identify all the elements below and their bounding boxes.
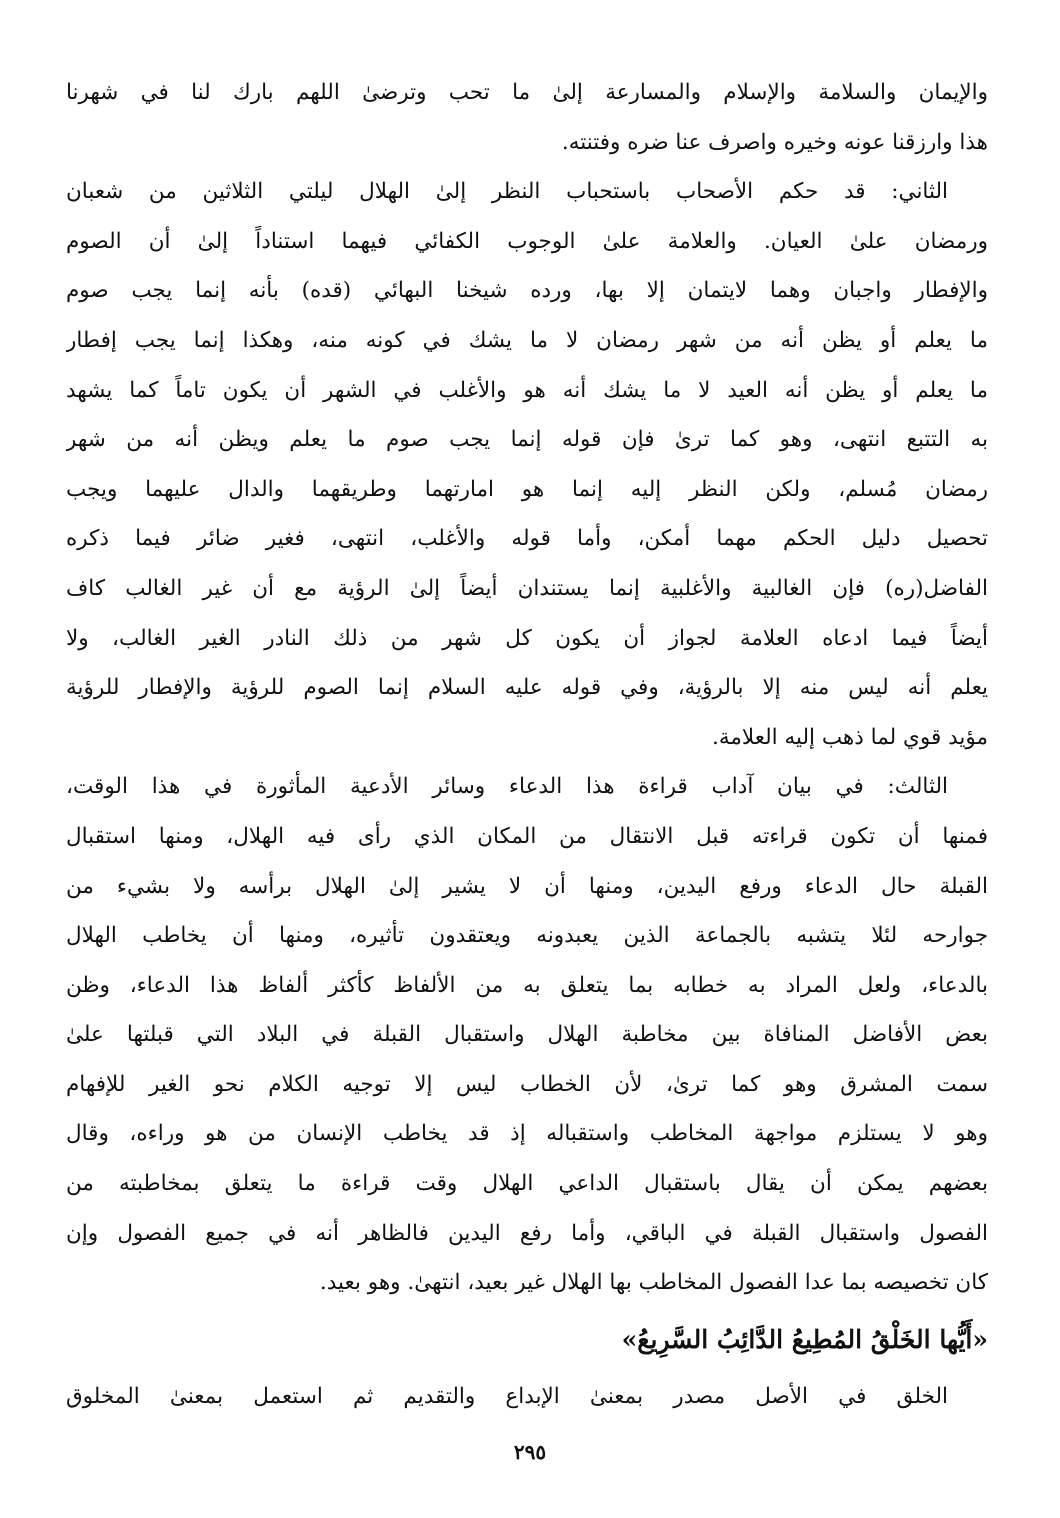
text-line: الثاني: قد حكم الأصحاب باستحباب النظر إلىٰ الهلال ليلتي الثلاثين من شعبان: [66, 179, 948, 205]
text-line: تحصيل دليل الحكم مهما أمكن، وأما قوله والأغلب، انتهى، فغير ضائر فيما ذكره: [66, 526, 988, 552]
text-line: بعض الأفاضل المنافاة بين مخاطبة الهلال واستقبال القبلة في البلاد التي قبلتها علىٰ: [66, 1022, 988, 1048]
text-line: مؤيد قوي لما ذهب إليه العلامة.: [712, 724, 988, 750]
text-line: جوارحه لئلا يتشبه بالجماعة الذين يعبدونه ويعتقدون تأثيره، ومنها أن يخاطب الهلال: [66, 923, 988, 949]
text-line: يعلم أنه ليس منه إلا بالرؤية، وفي قوله عليه السلام إنما الصوم للرؤية والإفطار للرؤية: [66, 675, 988, 701]
text-line: رمضان مُسلم، ولكن النظر إليه إنما هو امارتهما وطريقهما والدال عليهما ويجب: [66, 476, 988, 502]
text-line: هذا وارزقنا عونه وخيره واصرف عنا ضره وفتنته.: [561, 129, 988, 155]
text-line: كان تخصيصه بما عدا الفصول المخاطب بها الهلال غير بعيد، انتهىٰ. وهو بعيد.: [319, 1270, 988, 1296]
page-number: ٢٩٥: [513, 1440, 547, 1464]
text-line: سمت المشرق وهو كما ترىٰ، لأن الخطاب ليس إلا توجيه الكلام نحو الغير للإفهام: [66, 1071, 988, 1097]
text-line: وهو لا يستلزم مواجهة المخاطب واستقباله إذ قد يخاطب الإنسان من هو وراءه، وقال: [66, 1121, 988, 1147]
text-line: والإفطار واجبان وهما لايتمان إلا بها، ورده شيخنا البهائي (قده) بأنه إنما يجب صوم: [66, 278, 988, 304]
text-line: بالدعاء، ولعل المراد به خطابه بما يتعلق به من الألفاظ كأكثر ألفاظ هذا الدعاء، وظن: [66, 972, 988, 998]
paragraph-final: [66, 1372, 988, 1422]
text-line: والإيمان والسلامة والإسلام والمسارعة إلىٰ ما تحب وترضىٰ اللهم بارك لنا في شهرنا: [66, 80, 988, 105]
text-line: ما يعلم أو يظن أنه من شهر رمضان لا ما يشك في كونه منه، وهكذا إنما يجب إفطار: [66, 327, 988, 353]
text-line: الخلق في الأصل مصدر بمعنىٰ الإبداع والتقديم ثم استعمل بمعنىٰ المخلوق: [66, 1383, 948, 1409]
paragraph-second: [66, 167, 988, 762]
page-body: [66, 68, 988, 1421]
text-line: الثالث: في بيان آداب قراءة هذا الدعاء وسائر الأدعية المأثورة في هذا الوقت،: [66, 774, 948, 800]
text-line: القبلة حال الدعاء ورفع اليدين، ومنها أن لا يشير إلىٰ الهلال برأسه ولا بشيء من: [66, 873, 988, 899]
text-line: أيضاً فيما ادعاه العلامة لجواز أن يكون كل شهر من ذلك النادر الغير الغالب، ولا: [66, 625, 988, 651]
paragraph-third: [66, 762, 988, 1308]
text-line: ورمضان علىٰ العيان. والعلامة علىٰ الوجوب الكفائي فيهما استناداً إلىٰ أن الصوم: [66, 228, 988, 254]
text-line: به التتبع انتهى، وهو كما ترىٰ فإن قوله إنما يجب صوم ما يعلم ويظن أنه من شهر: [66, 427, 988, 453]
text-line: بعضهم يمكن أن يقال باستقبال الداعي الهلال وقت قراءة ما يتعلق بمخاطبته من: [66, 1171, 988, 1197]
paragraph-continuation: [66, 68, 988, 167]
text-line: فمنها أن تكون قراءته قبل الانتقال من المكان الذي رأى فيه الهلال، ومنها استقبال: [66, 823, 988, 849]
text-line: الفصول واستقبال القبلة في الباقي، وأما رفع اليدين فالظاهر أنه في جميع الفصول وإن: [66, 1220, 988, 1246]
text-line: الفاضل(ره) فإن الغالبية والأغلبية إنما يستندان أيضاً إلىٰ الرؤية مع أن غير الغالب كاف: [66, 575, 988, 601]
section-heading: «أَيُّها الخَلْقُ المُطِيعُ الدَّائِبُ السَّرِيعُ»: [621, 1324, 988, 1354]
text-line: ما يعلم أو يظن أنه العيد لا ما يشك أنه هو والأغلب في الشهر أن يكون تاماً كما يشهد: [66, 377, 988, 403]
